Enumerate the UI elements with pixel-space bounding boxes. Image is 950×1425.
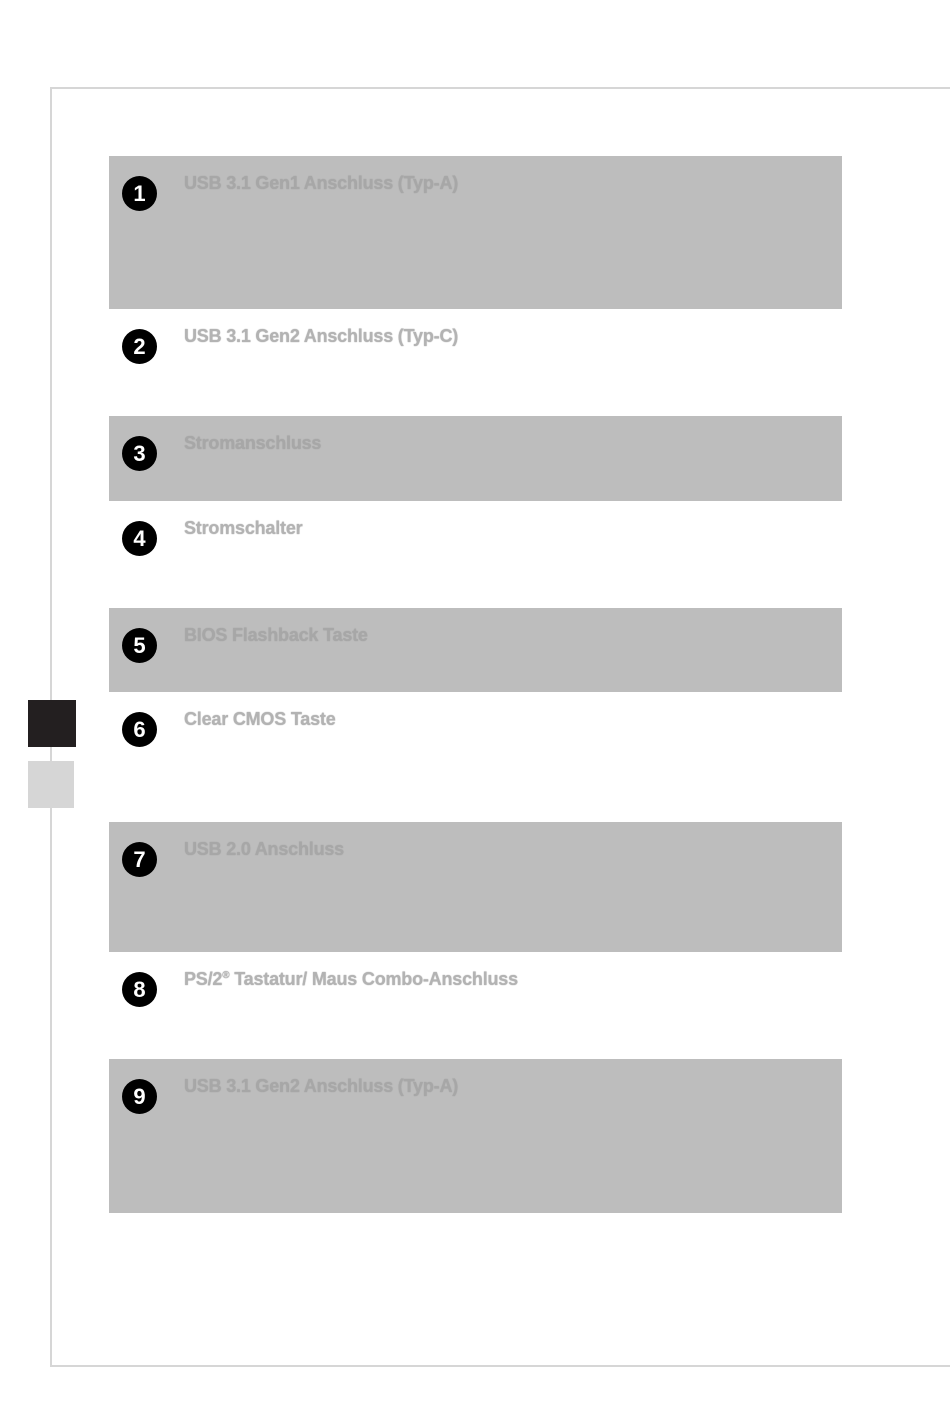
list-item bbox=[109, 608, 842, 692]
number-badge: 6 bbox=[122, 712, 157, 747]
item-label-suffix: Tastatur/ Maus Combo-Anschluss bbox=[229, 969, 518, 989]
item-label: BIOS Flashback Taste bbox=[184, 625, 368, 645]
number-badge: 7 bbox=[122, 842, 157, 877]
registered-mark: ® bbox=[222, 970, 230, 981]
list-item bbox=[109, 156, 842, 309]
list-item bbox=[109, 309, 842, 416]
chapter-tab-active bbox=[28, 700, 76, 747]
item-label: USB 3.1 Gen1 Anschluss (Typ-A) bbox=[184, 173, 459, 193]
item-label: USB 2.0 Anschluss bbox=[184, 839, 344, 859]
item-label-prefix: PS/2 bbox=[184, 969, 223, 989]
item-label: USB 3.1 Gen2 Anschluss (Typ-A) bbox=[184, 1076, 459, 1096]
item-label: Stromschalter bbox=[184, 518, 303, 538]
number-badge: 4 bbox=[122, 521, 157, 556]
item-label bbox=[184, 969, 518, 990]
list-item bbox=[109, 1059, 842, 1213]
list-item bbox=[109, 952, 842, 1059]
number-badge: 8 bbox=[122, 972, 157, 1007]
list-item bbox=[109, 692, 842, 822]
number-badge: 5 bbox=[122, 628, 157, 663]
item-label: USB 3.1 Gen2 Anschluss (Typ-C) bbox=[184, 326, 459, 346]
number-badge: 1 bbox=[122, 176, 157, 211]
number-badge: 2 bbox=[122, 329, 157, 364]
item-label: Clear CMOS Taste bbox=[184, 709, 336, 729]
list-item bbox=[109, 501, 842, 608]
item-label: Stromanschluss bbox=[184, 433, 322, 453]
list-item bbox=[109, 416, 842, 501]
list-item bbox=[109, 822, 842, 952]
number-badge: 9 bbox=[122, 1079, 157, 1114]
number-badge: 3 bbox=[122, 436, 157, 471]
chapter-tab-inactive bbox=[28, 761, 74, 808]
